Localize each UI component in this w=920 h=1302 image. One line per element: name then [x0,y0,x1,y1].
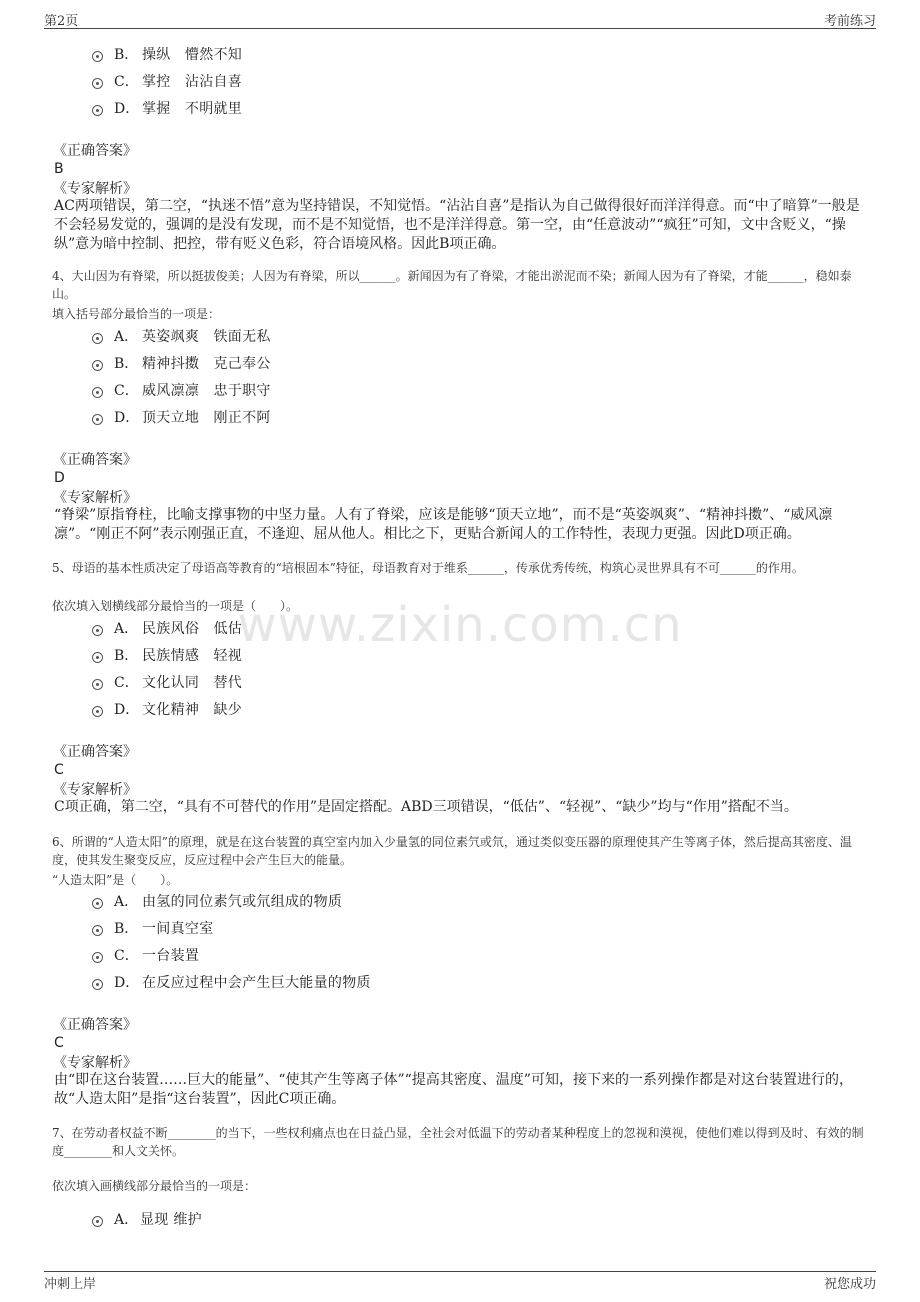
radio-icon[interactable] [92,51,103,62]
watermark: www.zixin.com.cn [237,597,683,653]
option-text: 威风凛凛 忠于职守 [142,383,271,399]
option-text: 显现 维护 [140,1212,202,1228]
expert-analysis-label: 《专家解析》 [53,1055,137,1071]
q5-answer: C [54,762,64,778]
option-text: 英姿飒爽 铁面无私 [142,329,271,345]
option-text: 一台装置 [142,948,200,964]
page-number: 第2页 [44,14,79,29]
option-text: 文化精神 缺少 [142,702,243,718]
option-letter: A． [114,329,139,345]
q5-instruction: 依次填入划横线部分最恰当的一项是（ ）。 [52,599,299,613]
radio-icon[interactable] [92,1216,103,1227]
footer-right-text: 祝您成功 [823,1277,876,1292]
q6-answer: C [54,1035,64,1051]
q3-answer: B [54,161,64,177]
q4-analysis: “脊梁”原指脊柱，比喻支撑事物的中坚力量。人有了脊梁，应该是能够“顶天立地”，而不是“英姿飒爽”、“精神抖擞”、“威风凛凛”。“刚正不阿”表示刚强正直，不逢迎、屈从他人。相比之下，更贴合新闻人的工作特性，表现力更强。因此D项正确。 [54,507,833,542]
q6-question: 6、所谓的“人造太阳”的原理，就是在这台装置的真空室内加入少量氢的同位素氕或氘，通过类似变压器的原理使其产生等离子体，然后提高其密度、温度，使其发生聚变反应，反应过程中会产生巨大的能量。 [52,835,852,867]
page-header [44,6,876,29]
expert-analysis-label: 《专家解析》 [53,782,137,798]
option-text: 民族情感 轻视 [142,648,243,664]
option-letter: A． [114,894,139,910]
radio-icon[interactable] [92,979,103,990]
radio-icon[interactable] [92,105,103,116]
q4-answer: D [54,470,65,486]
option-letter: B． [114,47,139,63]
option-text: 精神抖擞 克己奉公 [142,356,271,372]
correct-answer-label: 《正确答案》 [53,143,137,159]
radio-icon[interactable] [92,387,103,398]
option-letter: D． [114,975,140,991]
correct-answer-label: 《正确答案》 [53,452,137,468]
radio-icon[interactable] [92,360,103,371]
q6-instruction: “人造太阳”是（ ）。 [52,873,179,887]
option-text: 操纵 懵然不知 [142,47,243,63]
radio-icon[interactable] [92,706,103,717]
page-footer [44,1271,876,1296]
option-text: 顶天立地 刚正不阿 [142,410,271,426]
correct-answer-label: 《正确答案》 [53,744,137,760]
radio-icon[interactable] [92,414,103,425]
option-letter: B． [114,648,139,664]
correct-answer-label: 《正确答案》 [53,1017,137,1033]
option-text: 在反应过程中会产生巨大能量的物质 [142,975,371,991]
expert-analysis-label: 《专家解析》 [53,490,137,506]
option-letter: C． [114,74,139,90]
q7-instruction: 依次填入画横线部分最恰当的一项是： [52,1179,257,1193]
q4-instruction: 填入括号部分最恰当的一项是： [52,307,221,321]
option-text: 掌控 沾沾自喜 [142,74,243,90]
option-text: 文化认同 替代 [142,675,243,691]
option-letter: D． [114,101,140,117]
q6-analysis: 由“即在这台装置……巨大的能量”、“使其产生等离子体”“提高其密度、温度”可知，接下来的一系列操作都是对这台装置进行的，故“人造太阳”是指“这台装置”，因此C项正确。 [54,1072,853,1107]
radio-icon[interactable] [92,333,103,344]
footer-left-text: 冲刺上岸 [44,1277,97,1292]
header-title: 考前练习 [823,14,876,29]
option-letter: C． [114,383,139,399]
radio-icon[interactable] [92,78,103,89]
option-text: 由氢的同位素氕或氘组成的物质 [142,894,343,910]
option-letter: B． [114,356,139,372]
q4-question: 4、大山因为有脊梁，所以挺拔俊美；人因为有脊梁，所以______。新闻因为有了脊梁，才能出淤泥而不染；新闻人因为有了脊梁，才能______，稳如泰山。 [52,269,852,301]
radio-icon[interactable] [92,625,103,636]
option-letter: C． [114,948,139,964]
q5-analysis: C项正确，第二空，“具有不可替代的作用”是固定搭配。ABD三项错误，“低估”、“轻视”、“缺少”均与“作用”搭配不当。 [54,799,798,815]
option-letter: B． [114,921,139,937]
option-text: 掌握 不明就里 [142,101,243,117]
expert-analysis-label: 《专家解析》 [53,181,137,197]
option-text: 民族风俗 低估 [142,621,243,637]
radio-icon[interactable] [92,952,103,963]
q3-analysis: AC两项错误，第二空，“执迷不悟”意为坚持错误，不知觉悟。“沾沾自喜”是指认为自己做得很好而洋洋得意。而“中了暗算”一般是不会轻易发觉的，强调的是没有发现，而不是不知觉悟，也不是洋洋得意。第一空，由“任意波动”“疯狂”可知，文中含贬义，“操纵”意为暗中控制、把控，带有贬义色彩，符合语境风格。因此B项正确。 [54,198,860,252]
option-letter: D． [114,702,140,718]
radio-icon[interactable] [92,652,103,663]
option-letter: D． [114,410,140,426]
radio-icon[interactable] [92,925,103,936]
q7-question: 7、在劳动者权益不断________的当下，一些权利痛点也在日益凸显，全社会对低温下的劳动者某种程度上的忽视和漠视，使他们难以得到及时、有效的制度________和人文关怀。 [52,1126,864,1158]
radio-icon[interactable] [92,679,103,690]
radio-icon[interactable] [92,898,103,909]
option-text: 一间真空室 [142,921,214,937]
q5-question: 5、母语的基本性质决定了母语高等教育的“培根固本”特征，母语教育对于维系______，传承优秀传统，构筑心灵世界具有不可______的作用。 [52,561,804,575]
option-letter: C． [114,675,139,691]
option-letter: A． [114,1212,139,1228]
option-letter: A． [114,621,139,637]
